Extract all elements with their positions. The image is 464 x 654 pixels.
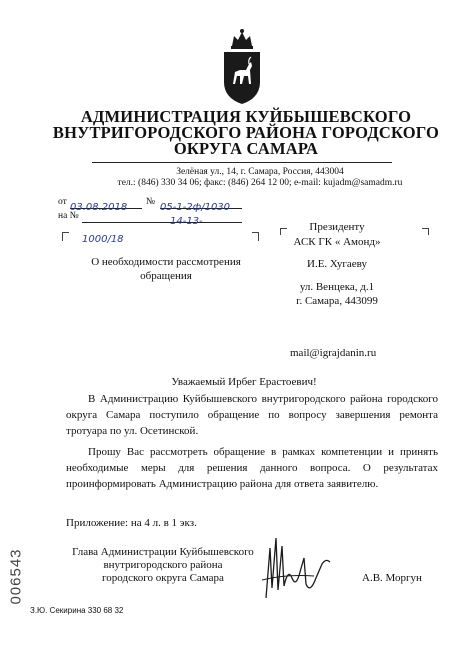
reference-underline: [82, 211, 242, 245]
signatory-title-line-2: внутригородского района: [103, 559, 223, 571]
addressee-city: г. Самара, 443099: [296, 295, 378, 307]
org-name-line-2: ВНУТРИГОРОДСКОГО РАЙОНА ГОРОДСКОГО: [52, 123, 440, 142]
org-contacts: тел.: (846) 330 34 06; факс: (846) 264 12 00; e-mail: kujadm@samadm.ru: [117, 178, 403, 188]
date-label: от: [58, 197, 67, 207]
subject-line-2: обращения: [140, 270, 192, 282]
registration-stamp-text: 006543: [7, 548, 25, 605]
number-label: №: [146, 197, 156, 207]
org-name-line-3: ОКРУГА САМАРА: [173, 139, 319, 158]
number-underline: [160, 197, 242, 213]
left-corner-bracket: [62, 232, 69, 241]
right-corner-bracket-end: [422, 228, 429, 235]
samara-coat-of-arms-emblem: [218, 26, 266, 106]
executor-info: З.Ю. Секирина 330 68 32: [30, 606, 124, 615]
signatory-title-line-1: Глава Администрации Куйбышевского: [72, 546, 254, 558]
number-handwritten: 05-1-2ф/1030: [160, 202, 231, 213]
header-divider: [92, 162, 392, 163]
signatory-name: А.В. Моргун: [362, 572, 422, 584]
greeting: Уважаемый Ирбег Ерастоевич!: [171, 376, 317, 388]
body-paragraph-2: Прошу Вас рассмотреть обращение в рамках компетенции и принять необходимые меры для решения данного вопроса. О результатах проинформировать Администрацию района для ответа заявителю.: [66, 446, 438, 490]
addressee-email: mail@igrajdanin.ru: [290, 347, 377, 359]
subject-line-1: О необходимости рассмотрения: [91, 256, 241, 268]
addressee-name: И.Е. Хугаеву: [307, 258, 367, 270]
signatory-title-line-3: городского округа Самара: [102, 572, 224, 584]
org-name-line-1: АДМИНИСТРАЦИЯ КУЙБЫШЕВСКОГО: [80, 107, 412, 126]
addressee-position: Президенту: [309, 221, 365, 233]
addressee-company: АСК ГК « Амонд»: [293, 236, 381, 248]
reference-handwritten: 14-13-1000/18: [82, 216, 203, 245]
date-underline: [70, 197, 142, 213]
body-paragraph-1: В Администрацию Куйбышевского внутригородского района городского округа Самара поступило обращение по вопросу завершения ремонта тротуара по ул. Осетинской.: [66, 393, 438, 437]
handwritten-signature: [256, 528, 336, 608]
attachment-note: Приложение: на 4 л. в 1 экз.: [66, 517, 197, 529]
org-address: Зелёная ул., 14, г. Самара, Россия, 443004: [176, 167, 344, 177]
left-corner-bracket-end: [252, 232, 259, 241]
addressee-street: ул. Венцека, д.1: [299, 281, 375, 293]
registration-stamp-number: [6, 544, 26, 608]
date-handwritten: 03.08.2018: [70, 202, 128, 213]
reference-label: на №: [58, 211, 79, 221]
